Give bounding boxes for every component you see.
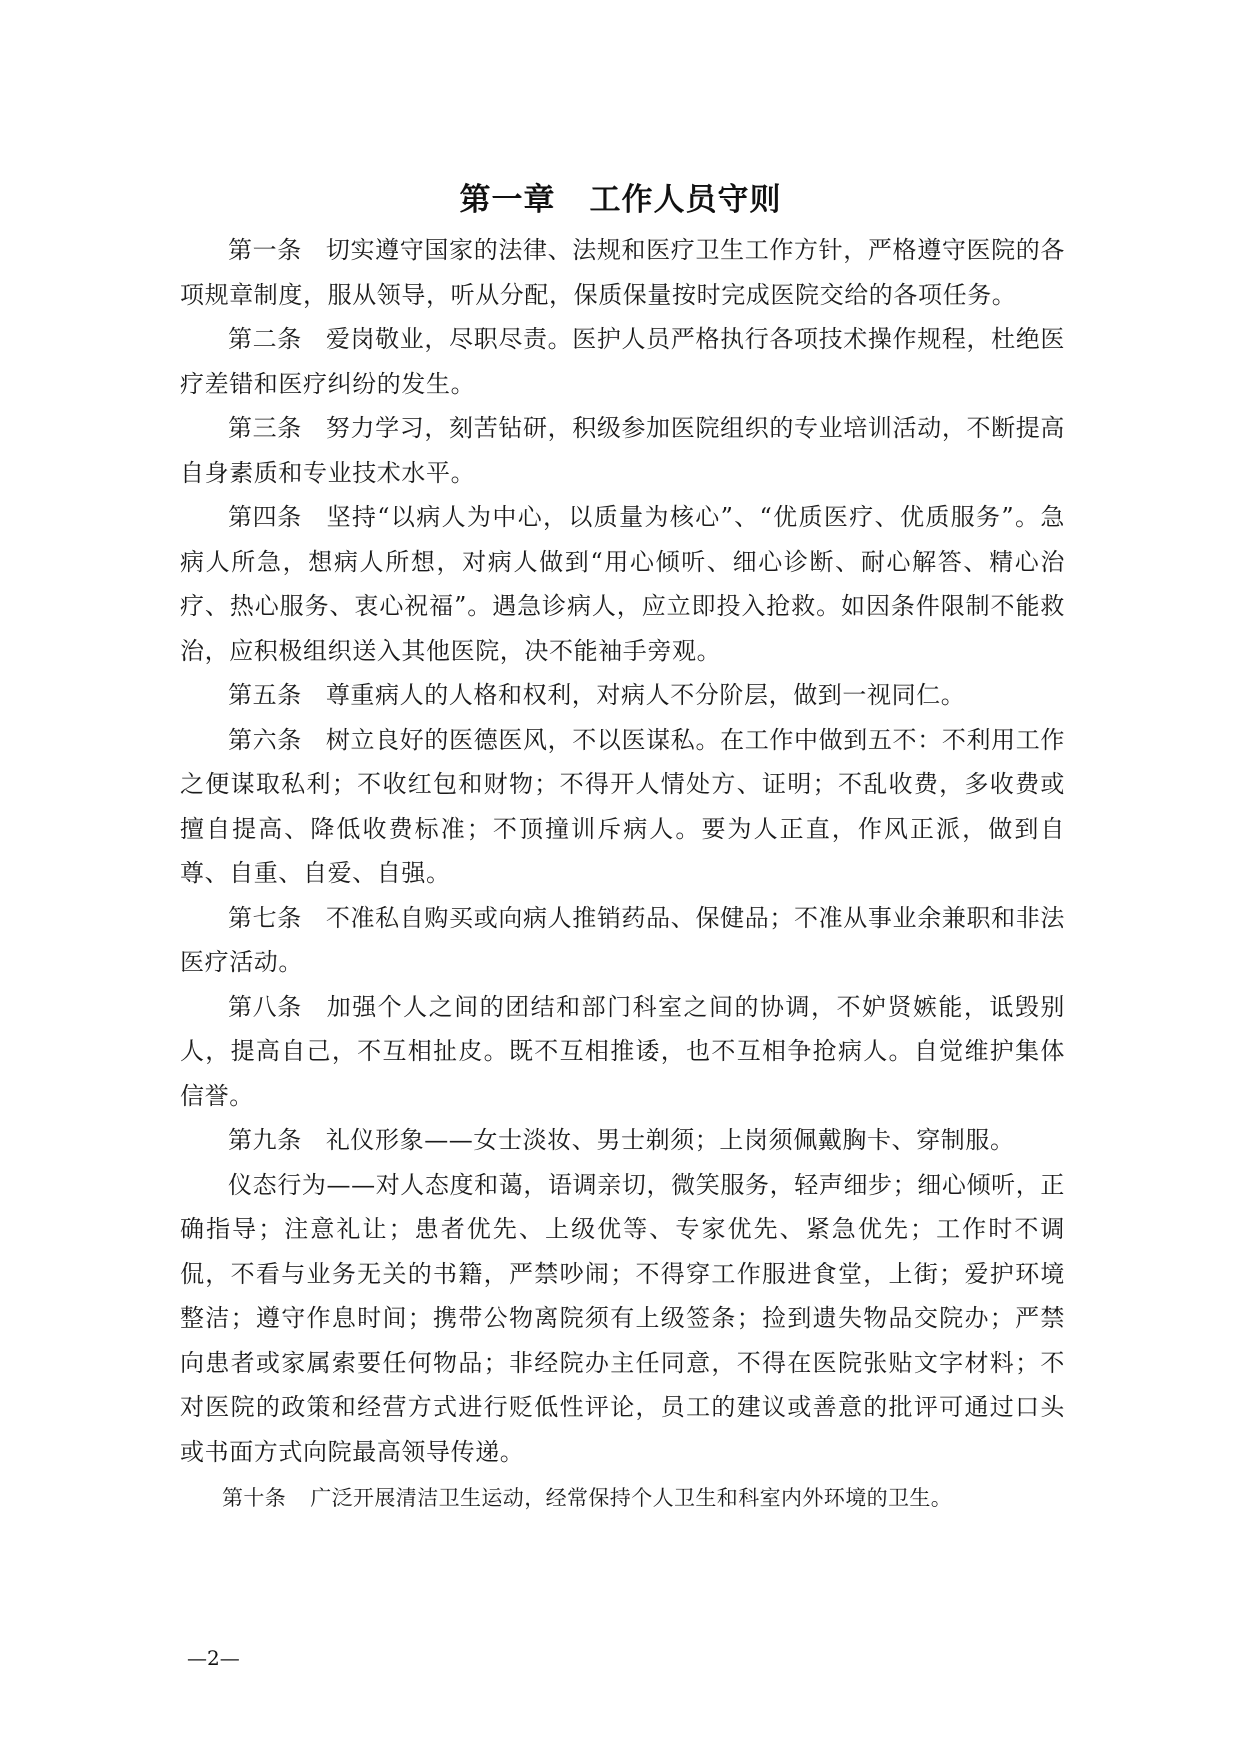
page-number: —2— (187, 1646, 240, 1670)
article-label: 第七条 (228, 903, 302, 932)
article-10 (180, 1478, 1065, 1518)
article-text: 努力学习，刻苦钻研，积级参加医院组织的专业培训活动，不断提高自身素质和专业技术水平。 (180, 414, 1065, 487)
article-2 (180, 317, 1065, 406)
article-4 (180, 495, 1065, 673)
article-9 (180, 1118, 1065, 1163)
article-label: 第四条 (228, 503, 302, 531)
article-1 (180, 228, 1065, 317)
article-text: 尊重病人的人格和权利，对病人不分阶层，做到一视同仁。 (325, 681, 966, 709)
article-text: 爱岗敬业，尽职尽责。医护人员严格执行各项技术操作规程，杜绝医疗差错和医疗纠纷的发生。 (180, 325, 1065, 398)
chapter-number: 第一章 (459, 182, 556, 218)
article-label: 第三条 (228, 414, 302, 442)
article-text: 切实遵守国家的法律、法规和医疗卫生工作方针，严格遵守医院的各项规章制度，服从领导，听从分配，保质保量按时完成医院交给的各项任务。 (180, 236, 1065, 309)
article-text: 树立良好的医德医风，不以医谋私。在工作中做到五不：不利用工作之便谋取私利；不收红包和财物；不得开人情处方、证明；不乱收费，多收费或擅自提高、降低收费标准；不顶撞训斥病人。要为人正直，作风正派，做到自尊、自重、自爱、自强。 (180, 725, 1065, 887)
conduct-paragraph: 仪态行为——对人态度和蔼，语调亲切，微笑服务，轻声细步；细心倾听，正确指导；注意礼让；患者优先、上级优等、专家优先、紧急优先；工作时不调侃，不看与业务无关的书籍，严禁吵闹；不得穿工作服进食堂，上街；爱护环境整洁；遵守作息时间；携带公物离院须有上级签条；捡到遗失物品交院办；严禁向患者或家属索要任何物品；非经院办主任同意，不得在医院张贴文字材料；不对医院的政策和经营方式进行贬低性评论，员工的建议或善意的批评可通过口头或书面方式向院最高领导传递。 (180, 1170, 1065, 1466)
article-label: 第二条 (228, 325, 302, 353)
article-label: 第八条 (228, 992, 302, 1021)
article-text: 广泛开展清洁卫生运动，经常保持个人卫生和科室内外环境的卫生。 (310, 1486, 953, 1510)
article-5 (180, 673, 1065, 718)
article-text: 不准私自购买或向病人推销药品、保健品；不准从事业余兼职和非法医疗活动。 (180, 903, 1065, 976)
document-body (180, 228, 1065, 1518)
article-text: 坚持“以病人为中心，以质量为核心”、“优质医疗、优质服务”。急病人所急，想病人所想，对病人做到“用心倾听、细心诊断、耐心解答、精心治疗、热心服务、衷心祝福”。遇急诊病人，应立即投入抢救。如因条件限制不能救治，应积极组织送入其他医院，决不能袖手旁观。 (180, 503, 1065, 665)
chapter-name: 工作人员守则 (589, 182, 782, 218)
article-3 (180, 406, 1065, 495)
article-label: 第六条 (228, 725, 302, 754)
chapter-title (0, 178, 1241, 222)
article-label: 第十条 (222, 1486, 287, 1510)
article-label: 第一条 (228, 236, 302, 264)
article-label: 第五条 (228, 681, 302, 709)
article-8 (180, 985, 1065, 1119)
article-6 (180, 718, 1065, 896)
article-7 (180, 896, 1065, 985)
article-text: 加强个人之间的团结和部门科室之间的协调，不妒贤嫉能，诋毁别人，提高自己，不互相扯皮。既不互相推诿，也不互相争抢病人。自觉维护集体信誉。 (180, 992, 1065, 1110)
article-label: 第九条 (228, 1126, 302, 1154)
article-text: 礼仪形象——女士淡妆、男士剃须；上岗须佩戴胸卡、穿制服。 (325, 1126, 1015, 1154)
